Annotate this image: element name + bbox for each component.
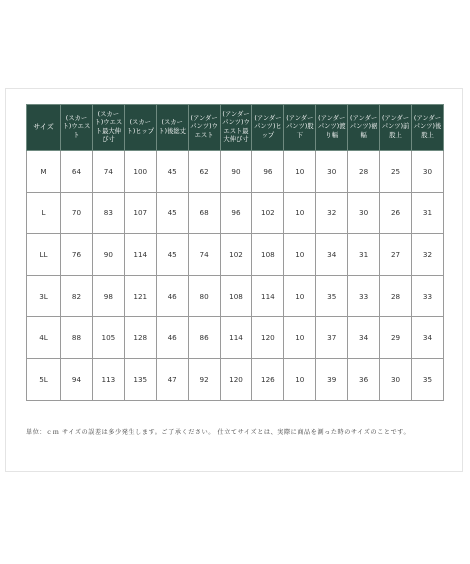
table-cell: 26 — [380, 192, 412, 234]
header-skirt-back-length: (スカート)後総丈 — [156, 105, 188, 151]
table-cell: 45 — [156, 192, 188, 234]
table-cell: 90 — [92, 234, 124, 276]
table-cell: 120 — [252, 317, 284, 359]
table-cell: 76 — [61, 234, 93, 276]
table-cell: 45 — [156, 151, 188, 193]
table-cell: 30 — [411, 151, 443, 193]
table-cell: 88 — [61, 317, 93, 359]
table-cell: 10 — [284, 192, 316, 234]
table-cell: 10 — [284, 234, 316, 276]
table-cell: 96 — [220, 192, 252, 234]
table-cell: 29 — [380, 317, 412, 359]
table-cell: 74 — [92, 151, 124, 193]
table-cell: 34 — [411, 317, 443, 359]
table-cell: 28 — [380, 275, 412, 317]
table-cell: 30 — [316, 151, 348, 193]
size-cell: 4L — [27, 317, 61, 359]
size-cell: LL — [27, 234, 61, 276]
table-cell: 36 — [348, 358, 380, 400]
table-cell: 128 — [124, 317, 156, 359]
table-cell: 25 — [380, 151, 412, 193]
table-row — [27, 234, 444, 276]
size-cell: L — [27, 192, 61, 234]
table-cell: 62 — [188, 151, 220, 193]
table-cell: 32 — [411, 234, 443, 276]
table-row — [27, 317, 444, 359]
table-cell: 70 — [61, 192, 93, 234]
table-cell: 64 — [61, 151, 93, 193]
table-cell: 107 — [124, 192, 156, 234]
table-cell: 46 — [156, 275, 188, 317]
table-cell: 96 — [252, 151, 284, 193]
header-skirt-hip: (スカート)ヒップ — [124, 105, 156, 151]
table-cell: 32 — [316, 192, 348, 234]
table-cell: 68 — [188, 192, 220, 234]
table-cell: 10 — [284, 275, 316, 317]
table-cell: 35 — [411, 358, 443, 400]
table-cell: 108 — [220, 275, 252, 317]
table-cell: 102 — [220, 234, 252, 276]
table-cell: 90 — [220, 151, 252, 193]
table-cell: 113 — [92, 358, 124, 400]
footnote: 単位：ｃｍ サイズの誤差は多少発生します。ご了承ください。 仕立てサイズとは、実際に商品を測った時のサイズのことです。 — [26, 429, 411, 436]
table-cell: 114 — [124, 234, 156, 276]
header-skirt-waist: (スカート)ウエスト — [61, 105, 93, 151]
table-cell: 39 — [316, 358, 348, 400]
table-header-row — [27, 105, 444, 151]
table-cell: 34 — [316, 234, 348, 276]
table-cell: 28 — [348, 151, 380, 193]
table-cell: 74 — [188, 234, 220, 276]
table-cell: 94 — [61, 358, 93, 400]
table-row — [27, 151, 444, 193]
table-cell: 37 — [316, 317, 348, 359]
table-cell: 46 — [156, 317, 188, 359]
table-cell: 100 — [124, 151, 156, 193]
header-underpants-hip: (アンダーパンツ)ヒップ — [252, 105, 284, 151]
table-cell: 114 — [220, 317, 252, 359]
table-row — [27, 192, 444, 234]
size-table — [26, 104, 444, 401]
header-underpants-thigh-width: (アンダーパンツ)渡り幅 — [316, 105, 348, 151]
table-cell: 83 — [92, 192, 124, 234]
header-underpants-waist: (アンダーパンツ)ウエスト — [188, 105, 220, 151]
table-cell: 34 — [348, 317, 380, 359]
table-cell: 10 — [284, 317, 316, 359]
header-underpants-back-rise: (アンダーパンツ)後股上 — [411, 105, 443, 151]
header-underpants-front-rise: (アンダーパンツ)前股上 — [380, 105, 412, 151]
table-cell: 47 — [156, 358, 188, 400]
table-cell: 120 — [220, 358, 252, 400]
table-cell: 31 — [411, 192, 443, 234]
table-cell: 98 — [92, 275, 124, 317]
size-cell: 5L — [27, 358, 61, 400]
table-cell: 92 — [188, 358, 220, 400]
table-cell: 30 — [380, 358, 412, 400]
table-row — [27, 358, 444, 400]
size-cell: 3L — [27, 275, 61, 317]
size-cell: M — [27, 151, 61, 193]
table-row — [27, 275, 444, 317]
table-cell: 33 — [348, 275, 380, 317]
table-cell: 33 — [411, 275, 443, 317]
table-cell: 30 — [348, 192, 380, 234]
header-underpants-waist-max: (アンダーパンツ)ウエスト最大伸び寸 — [220, 105, 252, 151]
table-cell: 102 — [252, 192, 284, 234]
table-cell: 121 — [124, 275, 156, 317]
header-underpants-hem-width: (アンダーパンツ)裾幅 — [348, 105, 380, 151]
table-cell: 31 — [348, 234, 380, 276]
table-cell: 114 — [252, 275, 284, 317]
header-size: サイズ — [27, 105, 61, 151]
table-cell: 45 — [156, 234, 188, 276]
table-cell: 10 — [284, 151, 316, 193]
header-underpants-inseam: (アンダーパンツ)股下 — [284, 105, 316, 151]
table-cell: 80 — [188, 275, 220, 317]
table-cell: 108 — [252, 234, 284, 276]
table-cell: 105 — [92, 317, 124, 359]
table-cell: 82 — [61, 275, 93, 317]
table-cell: 10 — [284, 358, 316, 400]
table-cell: 135 — [124, 358, 156, 400]
table-cell: 126 — [252, 358, 284, 400]
table-cell: 27 — [380, 234, 412, 276]
table-cell: 86 — [188, 317, 220, 359]
table-cell: 35 — [316, 275, 348, 317]
header-skirt-waist-max: (スカート)ウエスト最大伸び寸 — [92, 105, 124, 151]
